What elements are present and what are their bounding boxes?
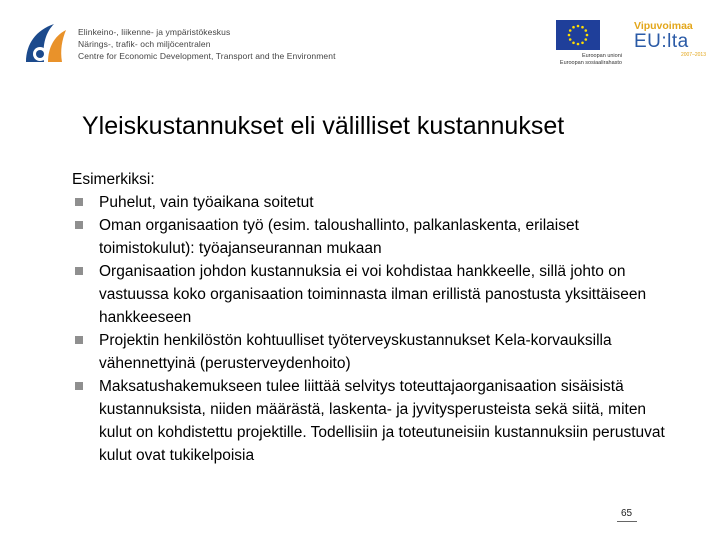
bullet-text: Puhelut, vain työaikana soitetut: [99, 194, 314, 211]
vipuvoimaa-years: 2007–2013: [680, 52, 706, 58]
bullet-item: [72, 329, 672, 375]
eu-caption-union: Euroopan unioni: [581, 53, 622, 59]
bullet-text: Maksatushakemukseen tulee liittää selvitys toteuttajaorganisaation sisäisistä kustannuksista, niiden määrästä, laskenta- ja jyvitysperusteista sekä siitä, miten kulut on kohdistettu projektille. Todellisiin ja toteutuneisiin kustannuksiin perustuvat kulut ovat tukikelpoisia: [99, 378, 665, 464]
square-bullet-icon: [75, 198, 83, 206]
vipuvoimaa-label: Vipuvoimaa: [634, 20, 693, 32]
square-bullet-icon: [75, 267, 83, 275]
org-name-fi: Elinkeino-, liikenne- ja ympäristökeskus: [78, 27, 231, 37]
bullet-list: [72, 191, 672, 467]
bullet-item: [72, 214, 672, 260]
square-bullet-icon: [75, 221, 83, 229]
vipuvoimaa-eulta-logo: [634, 20, 706, 64]
bullet-text: Projektin henkilöstön kohtuulliset työterveyskustannukset Kela-korvauksilla vähennettyinä (perusterveydenhoito): [99, 332, 612, 372]
bullet-item: [72, 191, 672, 214]
eulta-label: EU:lta: [634, 31, 689, 52]
eu-logo: [548, 20, 628, 66]
bullet-text: Oman organisaation työ (esim. taloushallinto, palkanlaskenta, erilaiset toimistokulut): työajanseurannan mukaan: [99, 217, 579, 257]
org-name-sv: Närings-, trafik- och miljöcentralen: [78, 39, 211, 49]
eu-caption: [512, 53, 622, 67]
square-bullet-icon: [75, 336, 83, 344]
slide-body: [72, 168, 672, 467]
eu-caption-fund: Euroopan sosiaalirahasto: [559, 60, 622, 66]
page-number: 65: [621, 508, 633, 519]
bullet-item: [72, 260, 672, 329]
bullet-item: [72, 375, 672, 467]
page-number-underline: [617, 521, 637, 522]
intro-text: Esimerkiksi:: [72, 171, 155, 188]
bullet-text: Organisaation johdon kustannuksia ei voi kohdistaa hankkeelle, sillä johto on vastuussa koko organisaation toiminnasta ilman erillistä panostusta yksittäiseen hankkeeseen: [99, 263, 647, 326]
ely-centre-logo: [22, 18, 72, 68]
eu-flag-icon: [556, 20, 600, 50]
slide-title: Yleiskustannukset eli välilliset kustannukset: [82, 112, 565, 140]
organisation-name: [78, 26, 336, 62]
square-bullet-icon: [75, 382, 83, 390]
org-name-en: Centre for Economic Development, Transport and the Environment: [78, 51, 336, 61]
